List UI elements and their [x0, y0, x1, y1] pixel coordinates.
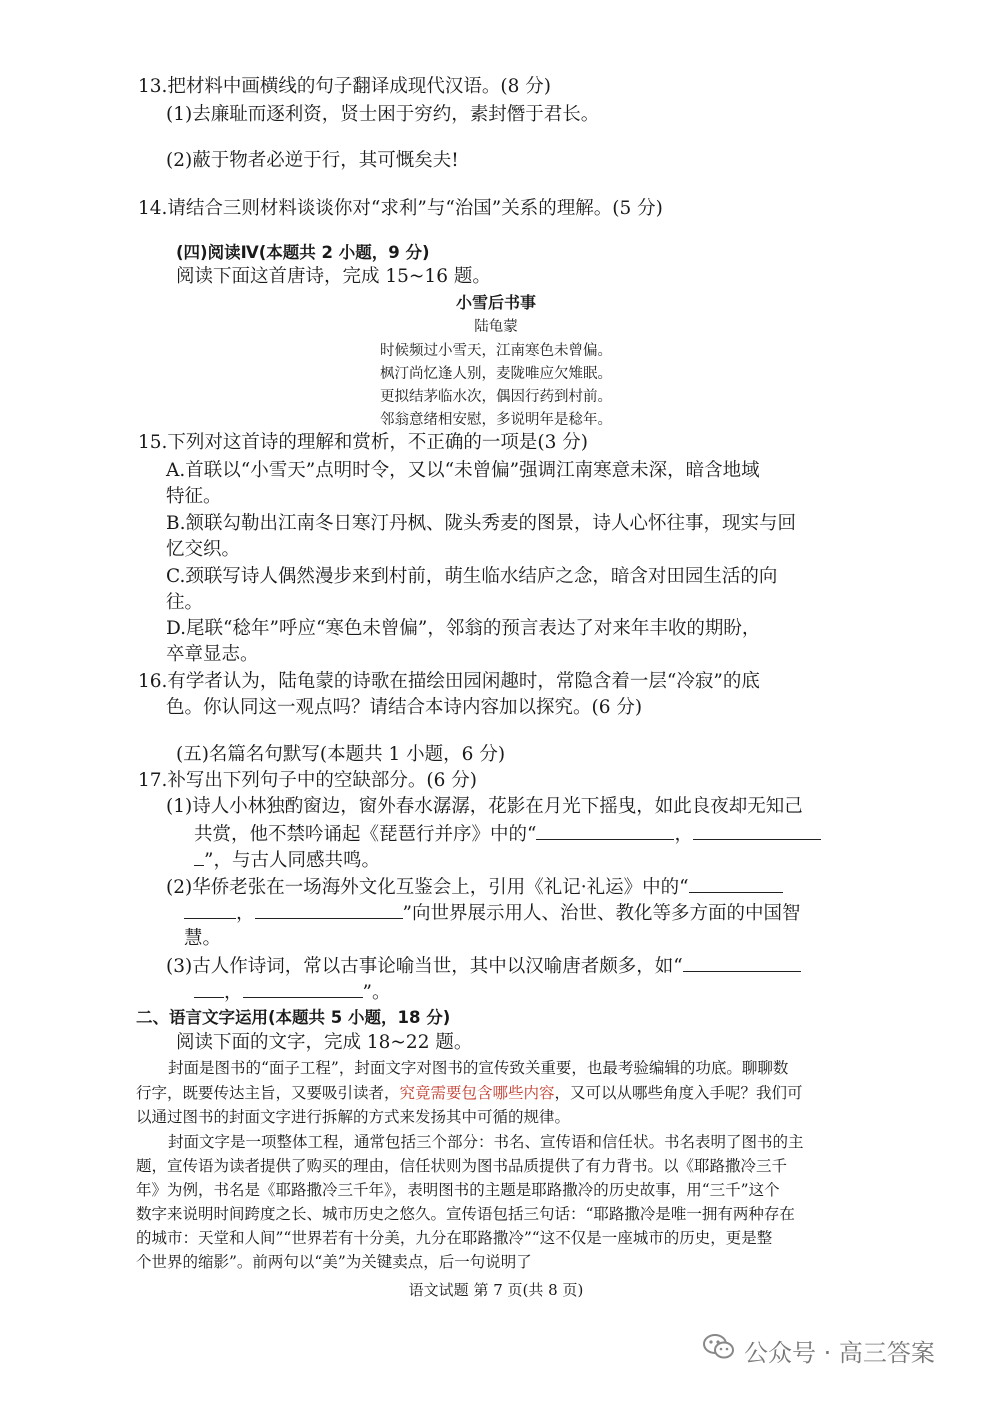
q13-sentence-2: (2)蔽于物者必逆于行，其可慨矣夫! [166, 150, 459, 171]
q17-item-3-tail: ”。 [362, 982, 391, 1003]
watermark [702, 1330, 972, 1370]
answer-blank[interactable] [693, 821, 821, 840]
q17-item-1-line3 [194, 847, 380, 874]
answer-blank[interactable] [243, 979, 363, 998]
passage-line: 个世界的缩影”。前两句以“美”为关键卖点，后一句说明了 [136, 1253, 532, 1271]
q15-option-c: C.颈联写诗人偶然漫步来到村前，萌生临水结庐之念，暗含对田园生活的向 [166, 566, 778, 587]
page-footer: 语文试题 第 7 页(共 8 页) [408, 1281, 584, 1299]
q15-option-b-cont: 忆交织。 [166, 539, 241, 560]
poem-line: 枫汀尚忆逢人别，麦陇唯应欠雉眠。 [380, 366, 612, 382]
passage-text: 行字，既要传达主旨，又要吸引读者， [136, 1084, 400, 1102]
passage-line: 年》为例，书名是《耶路撒冷三千年》，表明图书的主题是耶路撒冷的历史故事，用“三千”这个 [136, 1181, 780, 1199]
q17-item-2-comma: ， [236, 903, 255, 924]
passage-line: 题，宣传语为读者提供了购买的理由，信任状则为图书品质提供了有力背书。以《耶路撒冷三千 [136, 1157, 788, 1175]
q17-item-1-tail: ”，与古人同感共鸣。 [204, 850, 380, 871]
answer-blank[interactable] [194, 847, 204, 866]
poem-line: 更拟结茅临水次，偶因行药到村前。 [380, 389, 612, 405]
passage-line: 以通过图书的封面文字进行拆解的方式来发扬其中可循的规律。 [136, 1108, 571, 1126]
passage-line [136, 1081, 803, 1105]
q17-item-2-line2 [184, 900, 800, 927]
poem-author: 陆龟蒙 [474, 319, 518, 335]
q15-option-d-cont: 卒章显志。 [166, 644, 259, 665]
answer-blank[interactable] [683, 953, 801, 972]
q17-item-1-text: 共赏，他不禁吟诵起《琵琶行并序》中的“ [194, 824, 537, 845]
answer-blank[interactable] [255, 900, 403, 919]
q17-item-3-line2 [194, 979, 390, 1006]
watermark-text: 公众号 · 高三答案 [744, 1338, 935, 1367]
poem-line: 邻翁意绪相安慰，多说明年是稔年。 [380, 412, 612, 428]
answer-blank[interactable] [184, 900, 236, 919]
q16-stem-cont: 色。你认同这一观点吗？请结合本诗内容加以探究。(6 分) [166, 697, 643, 718]
q15-option-c-cont: 往。 [166, 592, 204, 613]
section4-intro: 阅读下面这首唐诗，完成 15~16 题。 [176, 266, 491, 287]
answer-blank[interactable] [689, 874, 783, 893]
q17-item-2-tail: ”向世界展示用人、治世、教化等多方面的中国智 [402, 903, 801, 924]
passage-line: 的城市：天堂和人间”“世界若有十分美，九分在耶路撒冷”“这不仅是一座城市的历史，更是整 [136, 1229, 773, 1247]
passage-line: 数字来说明时间跨度之长、城市历史之悠久。宣传语包括三句话：“耶路撒冷是唯一拥有两种存在 [136, 1205, 795, 1223]
q17-item-3 [166, 953, 801, 980]
q17-item-2-line3: 慧。 [184, 928, 222, 949]
section5-heading: (五)名篇名句默写(本题共 1 小题，6 分) [176, 744, 506, 765]
answer-blank[interactable] [194, 979, 224, 998]
part2-heading: 二、语言文字运用(本题共 5 小题，18 分) [136, 1008, 451, 1027]
q17-item-1-line2 [194, 821, 821, 848]
poem-line: 时候频过小雪天，江南寒色未曾偏。 [380, 343, 612, 359]
q16-stem: 16.有学者认为，陆龟蒙的诗歌在描绘田园闲趣时，常隐含着一层“冷寂”的底 [138, 671, 760, 692]
q17-item-1: (1)诗人小林独酌窗边，窗外春水潺潺，花影在月光下摇曳，如此良夜却无知己 [166, 796, 803, 817]
q15-option-a: A.首联以“小雪天”点明时令，又以“未曾偏”强调江南寒意未深，暗含地域 [166, 460, 760, 481]
q15-stem: 15.下列对这首诗的理解和赏析，不正确的一项是(3 分) [138, 432, 589, 453]
q17-item-2-text: (2)华侨老张在一场海外文化互鉴会上，引用《礼记·礼运》中的“ [166, 877, 689, 898]
q17-item-3-text: (3)古人作诗词，常以古事论喻当世，其中以汉喻唐者颇多，如“ [166, 956, 683, 977]
q17-stem: 17.补写出下列句子中的空缺部分。(6 分) [138, 770, 478, 791]
poem-title: 小雪后书事 [455, 293, 536, 312]
q13-stem: 13.把材料中画横线的句子翻译成现代汉语。(8 分) [138, 76, 552, 97]
wechat-icon [702, 1332, 736, 1368]
q15-option-d: D.尾联“稔年”呼应“寒色未曾偏”，邻翁的预言表达了对来年丰收的期盼， [166, 618, 761, 639]
q17-item-3-comma: ， [224, 982, 243, 1003]
q17-item-2 [166, 874, 783, 901]
part2-intro: 阅读下面的文字，完成 18~22 题。 [176, 1032, 473, 1053]
passage-highlight: 究竟需要包含哪些内容 [399, 1084, 555, 1102]
passage-line: 封面是图书的“面子工程”，封面文字对图书的宣传致关重要，也最考验编辑的功底。聊聊数 [168, 1059, 789, 1077]
answer-blank[interactable] [536, 821, 674, 840]
passage-line: 封面文字是一项整体工程，通常包括三个部分：书名、宣传语和信任状。书名表明了图书的主 [168, 1133, 804, 1151]
section4-heading: (四)阅读Ⅳ(本题共 2 小题，9 分) [176, 243, 430, 262]
q17-item-1-comma: ， [674, 824, 693, 845]
q14-stem: 14.请结合三则材料谈谈你对“求利”与“治国”关系的理解。(5 分) [138, 198, 663, 219]
passage-text: ，又可以从哪些角度入手呢？我们可 [554, 1084, 803, 1102]
q15-option-b: B.颔联勾勒出江南冬日寒汀丹枫、陇头秀麦的图景，诗人心怀往事，现实与回 [166, 513, 796, 534]
q13-sentence-1: (1)去廉耻而逐利资，贤士困于穷约，素封僭于君长。 [166, 104, 600, 125]
q15-option-a-cont: 特征。 [166, 486, 222, 507]
